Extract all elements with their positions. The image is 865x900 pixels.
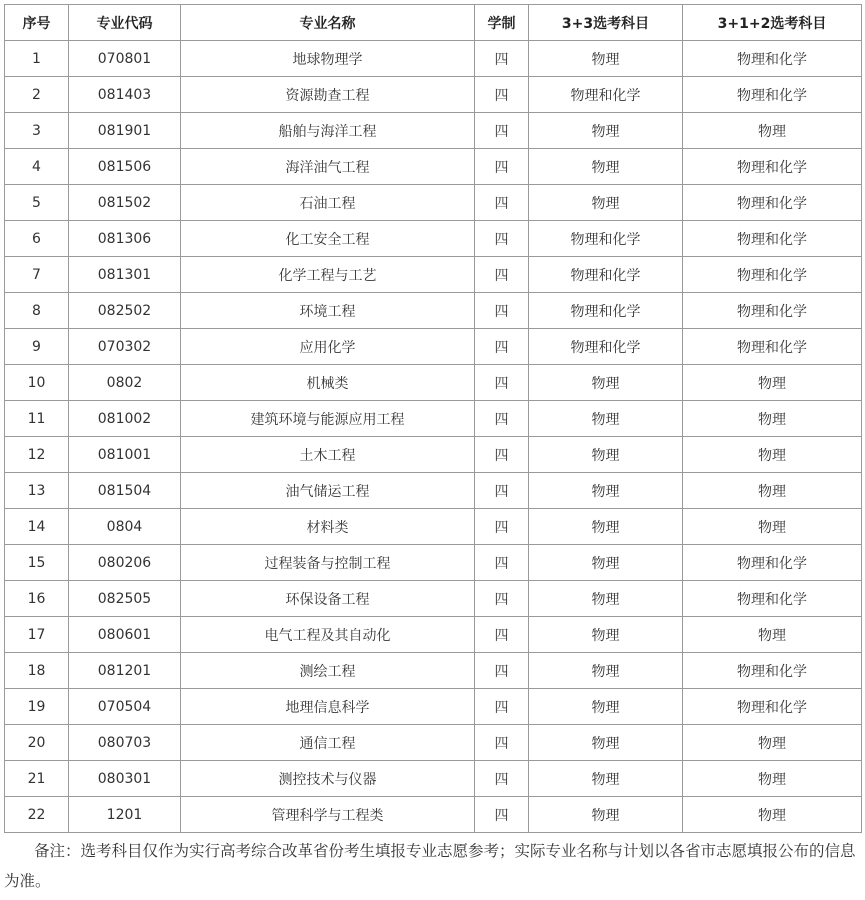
subjects-3-3-cell: 物理 — [529, 149, 683, 185]
index-cell: 14 — [5, 509, 69, 545]
code-cell: 080206 — [69, 545, 181, 581]
name-cell: 材料类 — [181, 509, 475, 545]
duration-cell: 四 — [475, 257, 529, 293]
header-cell-duration: 学制 — [475, 5, 529, 41]
table-row — [5, 149, 862, 185]
duration-cell: 四 — [475, 41, 529, 77]
duration-cell: 四 — [475, 725, 529, 761]
duration-cell: 四 — [475, 581, 529, 617]
code-cell: 081901 — [69, 113, 181, 149]
subjects-3-1-2-cell: 物理 — [683, 509, 862, 545]
duration-cell: 四 — [475, 113, 529, 149]
name-cell: 化学工程与工艺 — [181, 257, 475, 293]
subjects-3-3-cell: 物理 — [529, 797, 683, 833]
duration-cell: 四 — [475, 329, 529, 365]
code-cell: 081002 — [69, 401, 181, 437]
code-cell: 081001 — [69, 437, 181, 473]
table-row — [5, 653, 862, 689]
index-cell: 5 — [5, 185, 69, 221]
table-row — [5, 761, 862, 797]
index-cell: 2 — [5, 77, 69, 113]
table-row — [5, 77, 862, 113]
index-cell: 1 — [5, 41, 69, 77]
index-cell: 10 — [5, 365, 69, 401]
name-cell: 通信工程 — [181, 725, 475, 761]
index-cell: 18 — [5, 653, 69, 689]
code-cell: 070504 — [69, 689, 181, 725]
name-cell: 化工安全工程 — [181, 221, 475, 257]
table-row — [5, 437, 862, 473]
subjects-3-3-cell: 物理 — [529, 41, 683, 77]
subjects-3-3-cell: 物理 — [529, 401, 683, 437]
duration-cell: 四 — [475, 149, 529, 185]
code-cell: 081504 — [69, 473, 181, 509]
subjects-3-3-cell: 物理 — [529, 365, 683, 401]
index-cell: 4 — [5, 149, 69, 185]
duration-cell: 四 — [475, 293, 529, 329]
subjects-3-3-cell: 物理 — [529, 509, 683, 545]
index-cell: 19 — [5, 689, 69, 725]
name-cell: 船舶与海洋工程 — [181, 113, 475, 149]
code-cell: 082505 — [69, 581, 181, 617]
subjects-3-3-cell: 物理 — [529, 473, 683, 509]
name-cell: 环保设备工程 — [181, 581, 475, 617]
subjects-3-1-2-cell: 物理和化学 — [683, 689, 862, 725]
duration-cell: 四 — [475, 689, 529, 725]
code-cell: 081506 — [69, 149, 181, 185]
table-header-row — [5, 5, 862, 41]
index-cell: 16 — [5, 581, 69, 617]
duration-cell: 四 — [475, 545, 529, 581]
subjects-3-3-cell: 物理 — [529, 761, 683, 797]
duration-cell: 四 — [475, 653, 529, 689]
subjects-3-1-2-cell: 物理 — [683, 473, 862, 509]
duration-cell: 四 — [475, 797, 529, 833]
subjects-3-1-2-cell: 物理和化学 — [683, 653, 862, 689]
subjects-3-1-2-cell: 物理 — [683, 401, 862, 437]
index-cell: 6 — [5, 221, 69, 257]
subjects-3-1-2-cell: 物理 — [683, 113, 862, 149]
header-cell-subjects-3-1-2: 3+1+2选考科目 — [683, 5, 862, 41]
name-cell: 地球物理学 — [181, 41, 475, 77]
index-cell: 15 — [5, 545, 69, 581]
table-row — [5, 185, 862, 221]
duration-cell: 四 — [475, 509, 529, 545]
subjects-3-3-cell: 物理 — [529, 653, 683, 689]
subjects-3-1-2-cell: 物理和化学 — [683, 185, 862, 221]
header-cell-subjects-3-3: 3+3选考科目 — [529, 5, 683, 41]
subjects-3-3-cell: 物理 — [529, 545, 683, 581]
code-cell: 081502 — [69, 185, 181, 221]
index-cell: 8 — [5, 293, 69, 329]
table-row — [5, 725, 862, 761]
name-cell: 机械类 — [181, 365, 475, 401]
table-row — [5, 509, 862, 545]
index-cell: 9 — [5, 329, 69, 365]
table-row — [5, 221, 862, 257]
index-cell: 17 — [5, 617, 69, 653]
subjects-3-3-cell: 物理 — [529, 581, 683, 617]
table-row — [5, 41, 862, 77]
code-cell: 070801 — [69, 41, 181, 77]
subjects-3-1-2-cell: 物理和化学 — [683, 581, 862, 617]
code-cell: 0802 — [69, 365, 181, 401]
code-cell: 080301 — [69, 761, 181, 797]
duration-cell: 四 — [475, 437, 529, 473]
table-row — [5, 113, 862, 149]
name-cell: 建筑环境与能源应用工程 — [181, 401, 475, 437]
table-row — [5, 617, 862, 653]
duration-cell: 四 — [475, 761, 529, 797]
name-cell: 海洋油气工程 — [181, 149, 475, 185]
subjects-3-1-2-cell: 物理和化学 — [683, 221, 862, 257]
subjects-3-1-2-cell: 物理和化学 — [683, 41, 862, 77]
index-cell: 12 — [5, 437, 69, 473]
index-cell: 3 — [5, 113, 69, 149]
table-row — [5, 365, 862, 401]
subjects-3-1-2-cell: 物理 — [683, 365, 862, 401]
table-row — [5, 689, 862, 725]
duration-cell: 四 — [475, 473, 529, 509]
name-cell: 油气储运工程 — [181, 473, 475, 509]
subjects-3-3-cell: 物理和化学 — [529, 329, 683, 365]
header-cell-name: 专业名称 — [181, 5, 475, 41]
index-cell: 22 — [5, 797, 69, 833]
name-cell: 管理科学与工程类 — [181, 797, 475, 833]
table-row — [5, 329, 862, 365]
subjects-3-3-cell: 物理 — [529, 437, 683, 473]
name-cell: 环境工程 — [181, 293, 475, 329]
code-cell: 080601 — [69, 617, 181, 653]
name-cell: 地理信息科学 — [181, 689, 475, 725]
subjects-3-1-2-cell: 物理和化学 — [683, 257, 862, 293]
name-cell: 测绘工程 — [181, 653, 475, 689]
subjects-3-1-2-cell: 物理和化学 — [683, 149, 862, 185]
name-cell: 应用化学 — [181, 329, 475, 365]
index-cell: 21 — [5, 761, 69, 797]
name-cell: 石油工程 — [181, 185, 475, 221]
subjects-3-1-2-cell: 物理 — [683, 725, 862, 761]
name-cell: 过程装备与控制工程 — [181, 545, 475, 581]
table-row — [5, 473, 862, 509]
table-row — [5, 293, 862, 329]
name-cell: 土木工程 — [181, 437, 475, 473]
index-cell: 11 — [5, 401, 69, 437]
subjects-3-3-cell: 物理 — [529, 725, 683, 761]
table-row — [5, 545, 862, 581]
header-cell-index: 序号 — [5, 5, 69, 41]
code-cell: 0804 — [69, 509, 181, 545]
code-cell: 080703 — [69, 725, 181, 761]
code-cell: 081403 — [69, 77, 181, 113]
code-cell: 082502 — [69, 293, 181, 329]
subjects-3-3-cell: 物理和化学 — [529, 77, 683, 113]
duration-cell: 四 — [475, 365, 529, 401]
table-row — [5, 581, 862, 617]
table-body — [5, 41, 862, 833]
subjects-3-3-cell: 物理 — [529, 185, 683, 221]
duration-cell: 四 — [475, 221, 529, 257]
index-cell: 7 — [5, 257, 69, 293]
duration-cell: 四 — [475, 185, 529, 221]
subjects-3-3-cell: 物理和化学 — [529, 257, 683, 293]
duration-cell: 四 — [475, 77, 529, 113]
table-row — [5, 257, 862, 293]
subjects-3-3-cell: 物理和化学 — [529, 221, 683, 257]
remark-note: 备注：选考科目仅作为实行高考综合改革省份考生填报专业志愿参考；实际专业名称与计划以各省市志愿填报公布的信息为准。 — [4, 842, 856, 890]
name-cell: 测控技术与仪器 — [181, 761, 475, 797]
subjects-3-1-2-cell: 物理和化学 — [683, 545, 862, 581]
table-row — [5, 797, 862, 833]
subjects-3-1-2-cell: 物理和化学 — [683, 77, 862, 113]
subjects-3-3-cell: 物理 — [529, 113, 683, 149]
subjects-3-3-cell: 物理和化学 — [529, 293, 683, 329]
table-row — [5, 401, 862, 437]
subjects-3-1-2-cell: 物理 — [683, 761, 862, 797]
subjects-3-1-2-cell: 物理 — [683, 797, 862, 833]
subjects-3-1-2-cell: 物理 — [683, 617, 862, 653]
subjects-3-3-cell: 物理 — [529, 689, 683, 725]
code-cell: 081201 — [69, 653, 181, 689]
subjects-3-1-2-cell: 物理和化学 — [683, 293, 862, 329]
duration-cell: 四 — [475, 617, 529, 653]
duration-cell: 四 — [475, 401, 529, 437]
subjects-3-1-2-cell: 物理和化学 — [683, 329, 862, 365]
index-cell: 20 — [5, 725, 69, 761]
code-cell: 081306 — [69, 221, 181, 257]
header-cell-code: 专业代码 — [69, 5, 181, 41]
name-cell: 电气工程及其自动化 — [181, 617, 475, 653]
majors-table — [4, 4, 862, 833]
name-cell: 资源勘查工程 — [181, 77, 475, 113]
code-cell: 081301 — [69, 257, 181, 293]
code-cell: 070302 — [69, 329, 181, 365]
index-cell: 13 — [5, 473, 69, 509]
code-cell: 1201 — [69, 797, 181, 833]
subjects-3-3-cell: 物理 — [529, 617, 683, 653]
subjects-3-1-2-cell: 物理 — [683, 437, 862, 473]
